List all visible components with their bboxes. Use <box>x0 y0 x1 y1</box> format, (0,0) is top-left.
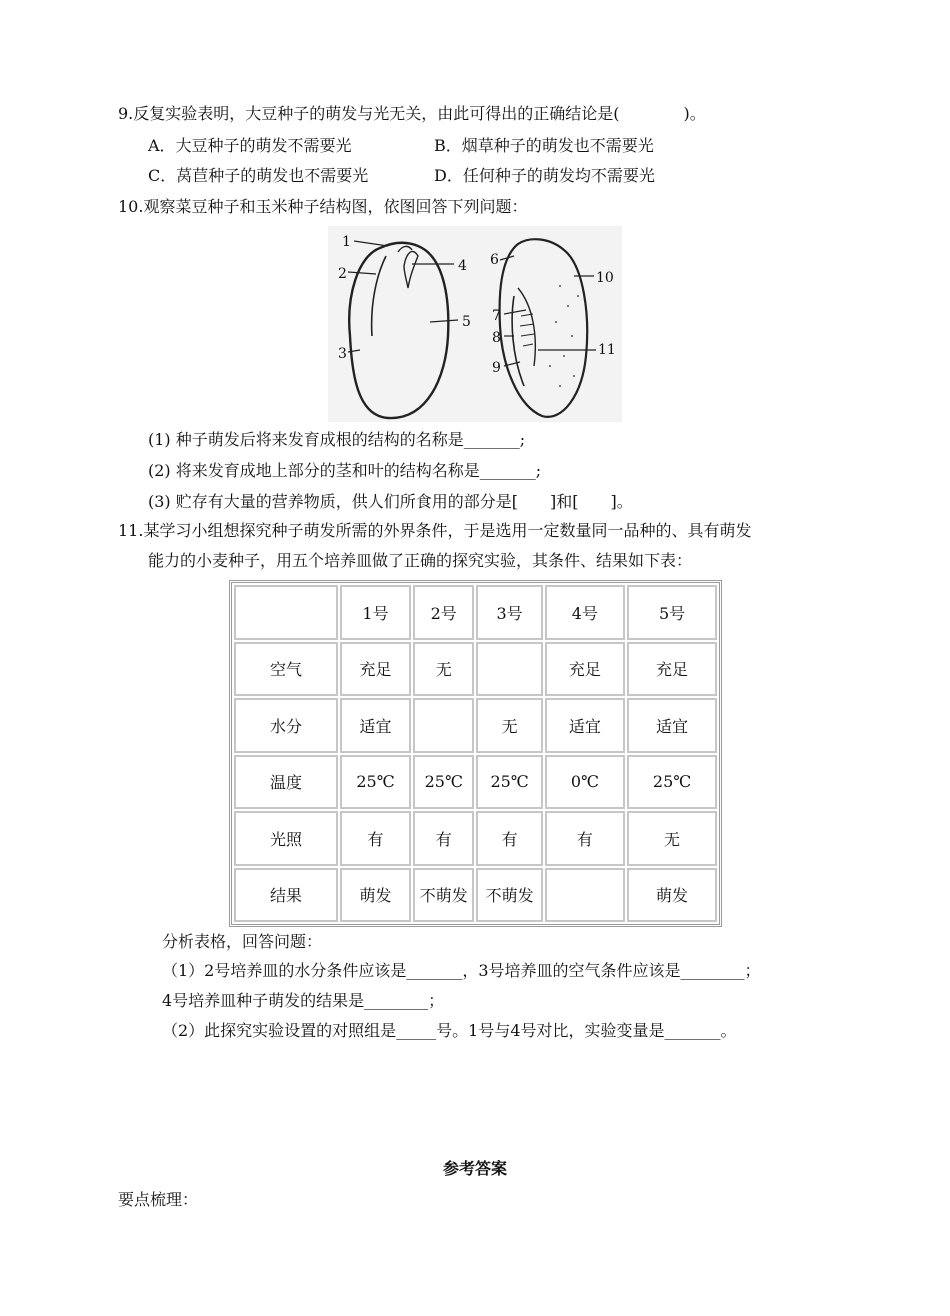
table-cell: 不萌发 <box>476 868 542 923</box>
corn-endosperm-dots <box>549 285 579 387</box>
table-row <box>234 868 717 923</box>
table-cell: 萌发 <box>340 868 411 923</box>
q11-stem-line-1: 11.某学习小组想探究种子萌发所需的外界条件，于是选用一定数量同一品种的、具有萌发 <box>118 521 752 540</box>
table-header-cell: 1号 <box>340 585 411 640</box>
experiment-table-grid <box>232 583 719 924</box>
table-cell: 无 <box>476 698 542 753</box>
q11-answer-1-line-2: 4号培养皿种子萌发的结果是________； <box>162 991 445 1010</box>
table-row-label: 水分 <box>234 698 338 753</box>
label-6: 6 <box>490 252 499 268</box>
table-header-cell: 2号 <box>413 585 474 640</box>
bean-seed <box>349 243 448 418</box>
label-4: 4 <box>458 258 467 274</box>
label-3: 3 <box>338 346 347 362</box>
q9-option-b: B．烟草种子的萌发也不需要光 <box>434 136 654 155</box>
table-cell: 适宜 <box>627 698 717 753</box>
table-row-label: 温度 <box>234 755 338 810</box>
table-cell <box>413 698 474 753</box>
label-10: 10 <box>596 270 614 286</box>
table-header-cell: 5号 <box>627 585 717 640</box>
q9-option-a: A．大豆种子的萌发不需要光 <box>148 136 352 155</box>
label-2: 2 <box>338 266 347 282</box>
table-cell: 25℃ <box>340 755 411 810</box>
table-cell <box>545 868 625 923</box>
q11-stem-line-2: 能力的小麦种子，用五个培养皿做了正确的探究实验，其条件、结果如下表： <box>148 551 693 570</box>
table-cell: 萌发 <box>627 868 717 923</box>
table-cell: 不萌发 <box>413 868 474 923</box>
table-header-cell <box>234 585 338 640</box>
corn-seed <box>500 239 588 417</box>
q11-answer-1-line-1: （1）2号培养皿的水分条件应该是_______，3号培养皿的空气条件应该是________； <box>162 961 761 980</box>
label-9: 9 <box>492 360 501 376</box>
table-cell: 充足 <box>545 642 625 697</box>
table-cell: 有 <box>545 811 625 866</box>
q10-stem: 10.观察菜豆种子和玉米种子结构图，依图回答下列问题： <box>118 197 528 216</box>
table-cell: 25℃ <box>413 755 474 810</box>
seed-structure-figure <box>328 226 622 422</box>
table-cell: 充足 <box>340 642 411 697</box>
q10-sub-3: (3) 贮存有大量的营养物质，供人们所食用的部分是[ ]和[ ]。 <box>148 492 633 511</box>
table-cell: 0℃ <box>545 755 625 810</box>
label-1: 1 <box>342 234 351 250</box>
table-cell: 有 <box>413 811 474 866</box>
table-row <box>234 698 717 753</box>
table-cell: 25℃ <box>476 755 542 810</box>
table-cell: 适宜 <box>545 698 625 753</box>
table-cell: 25℃ <box>627 755 717 810</box>
label-5: 5 <box>462 314 471 330</box>
q11-answer-2: （2）此探究实验设置的对照组是_____号。1号与4号对比，实验变量是_______。 <box>162 1021 737 1040</box>
q9-option-c: C．莴苣种子的萌发也不需要光 <box>148 166 369 185</box>
label-11: 11 <box>598 342 616 358</box>
experiment-table <box>229 580 722 927</box>
table-cell: 无 <box>627 811 717 866</box>
table-header-row <box>234 585 717 640</box>
answers-subtitle: 要点梳理： <box>118 1190 199 1209</box>
table-row-label: 光照 <box>234 811 338 866</box>
q9-stem: 9.反复实验表明，大豆种子的萌发与光无关，由此可得出的正确结论是( )。 <box>118 104 706 123</box>
table-cell: 有 <box>476 811 542 866</box>
q10-sub-1: (1) 种子萌发后将来发育成根的结构的名称是_______; <box>148 430 526 449</box>
table-cell: 无 <box>413 642 474 697</box>
q10-sub-2: (2) 将来发育成地上部分的茎和叶的结构名称是_______; <box>148 461 542 480</box>
table-header-cell: 3号 <box>476 585 542 640</box>
table-row <box>234 642 717 697</box>
table-cell: 适宜 <box>340 698 411 753</box>
label-8: 8 <box>492 330 501 346</box>
table-cell <box>476 642 542 697</box>
label-7: 7 <box>492 308 501 324</box>
table-cell: 充足 <box>627 642 717 697</box>
table-row <box>234 755 717 810</box>
table-row-label: 结果 <box>234 868 338 923</box>
seed-diagram <box>328 226 622 422</box>
q11-analysis-prompt: 分析表格，回答问题： <box>162 932 323 951</box>
leader-lines <box>348 241 596 366</box>
table-cell: 有 <box>340 811 411 866</box>
answers-title: 参考答案 <box>442 1159 507 1178</box>
table-header-cell: 4号 <box>545 585 625 640</box>
q9-option-d: D．任何种子的萌发均不需要光 <box>434 166 655 185</box>
table-row <box>234 811 717 866</box>
table-row-label: 空气 <box>234 642 338 697</box>
